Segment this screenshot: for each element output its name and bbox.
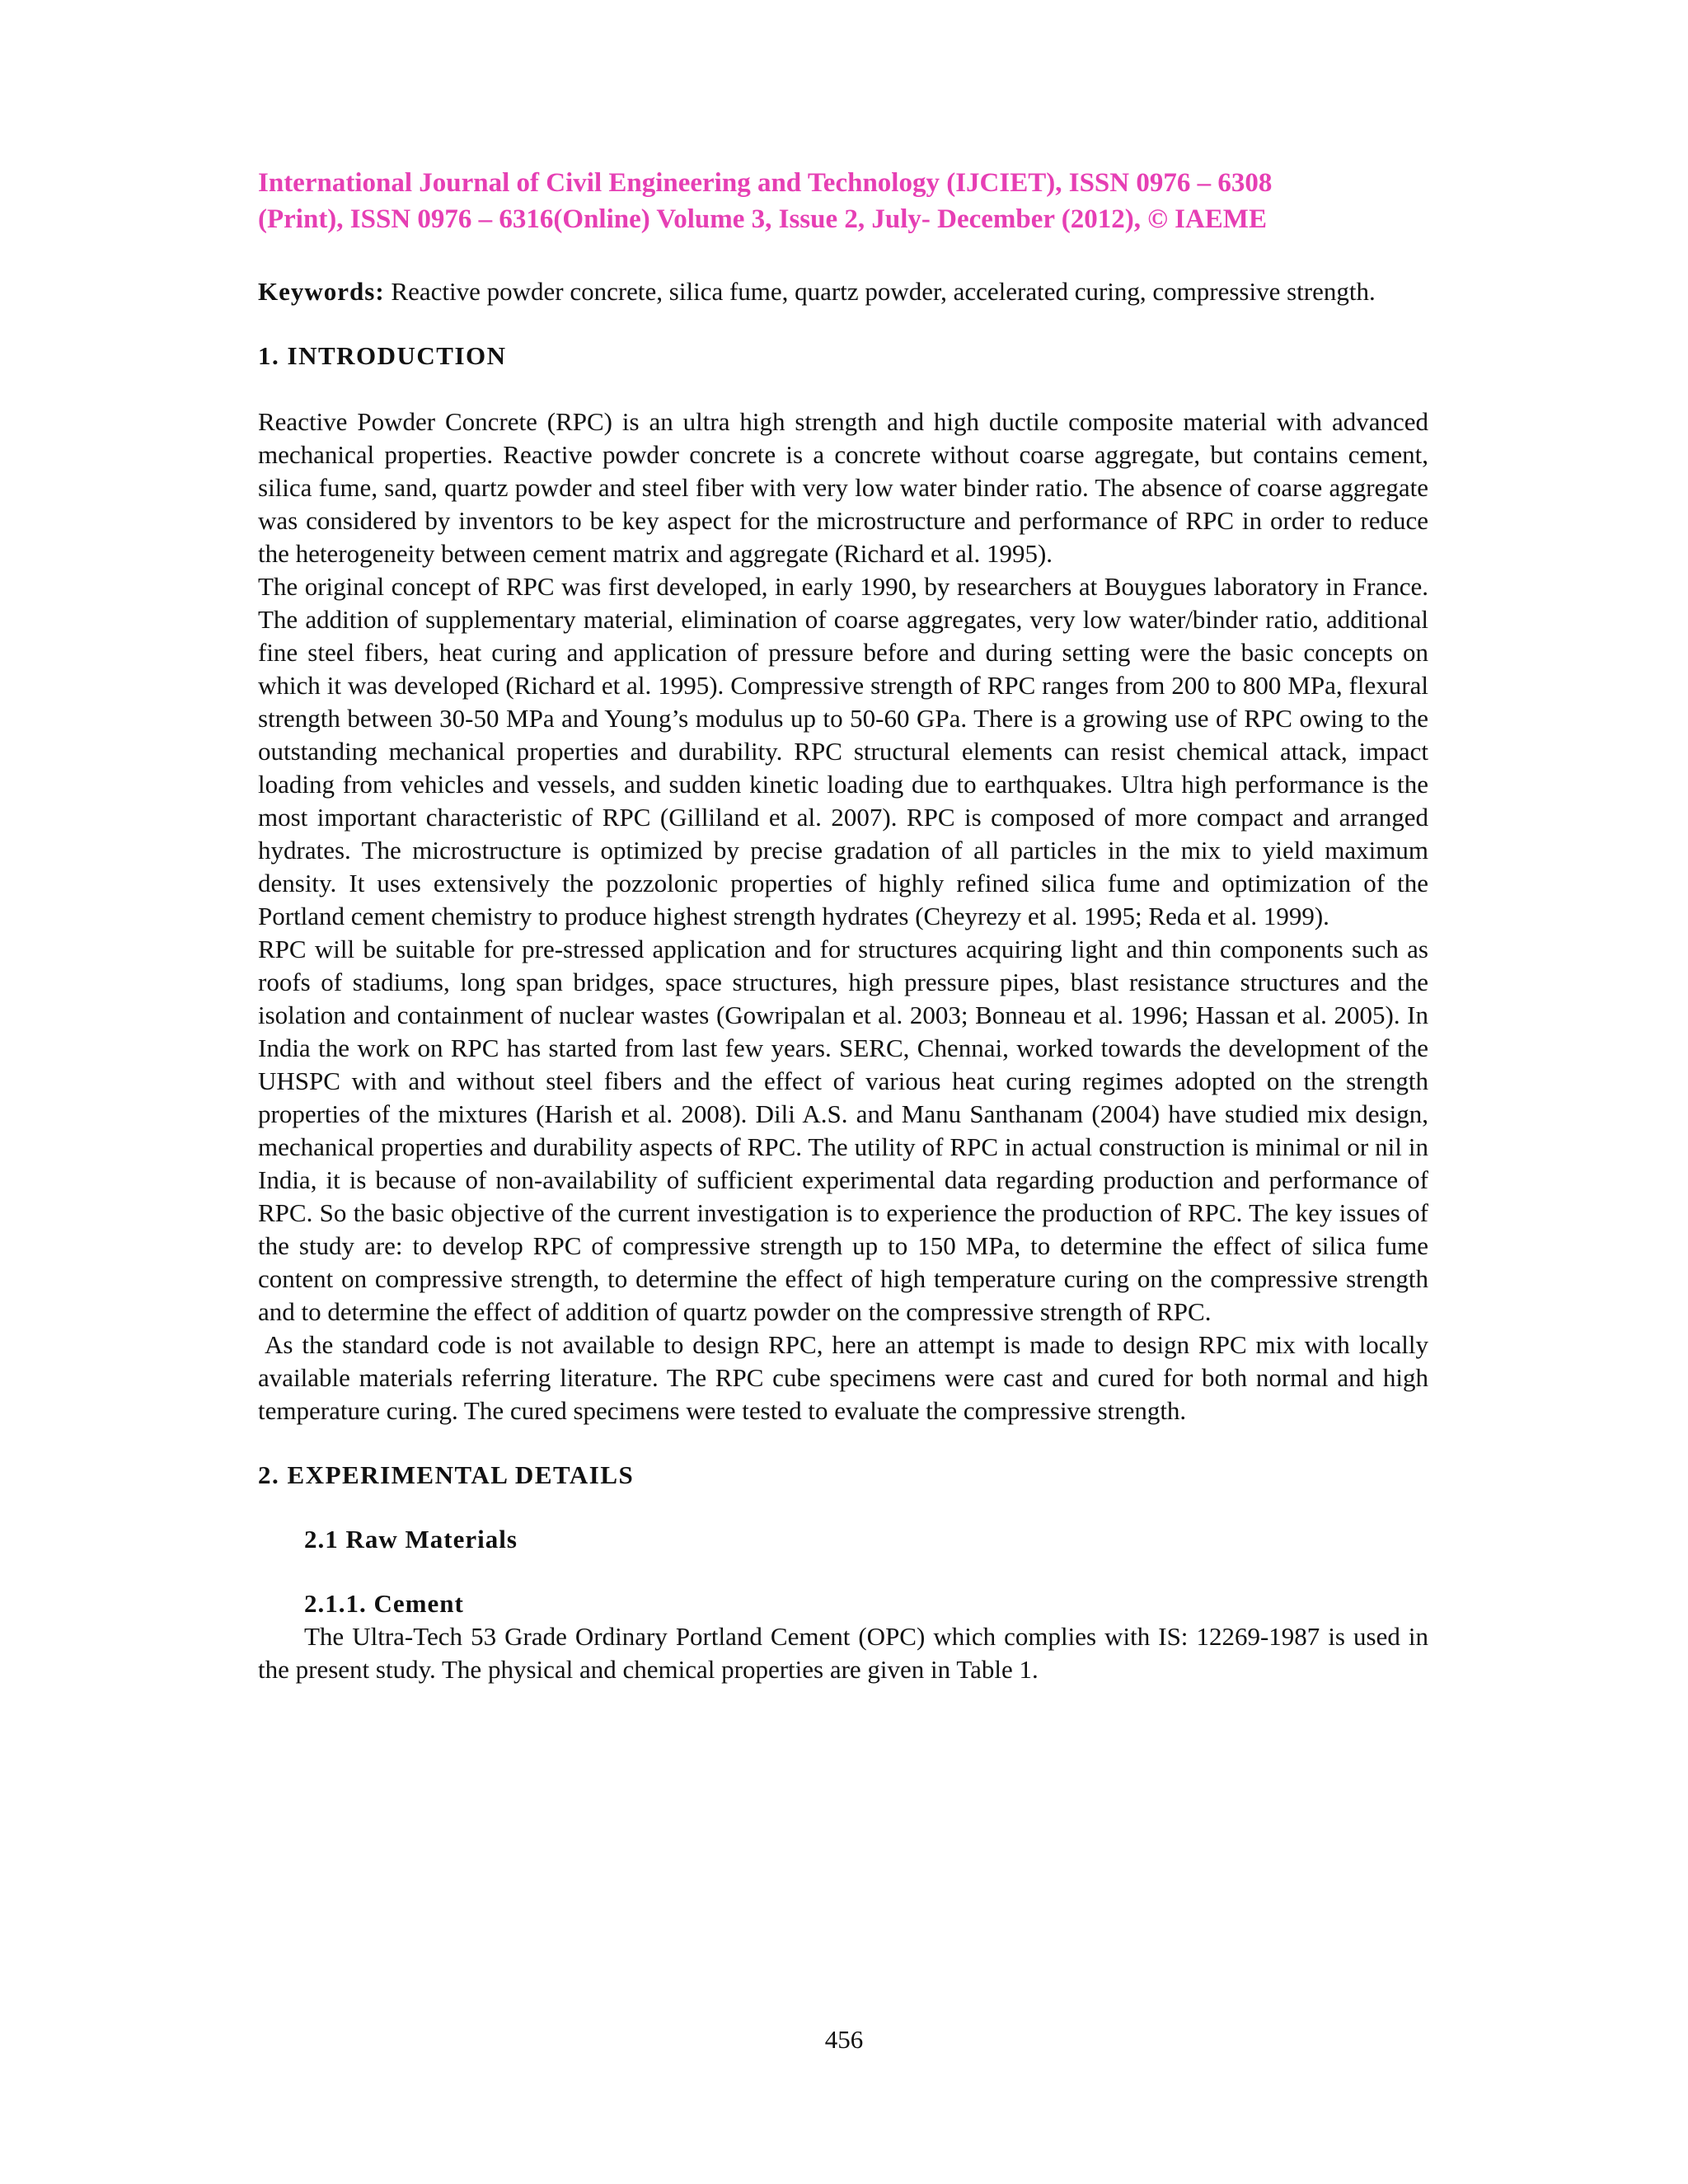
subsection-heading-raw-materials: 2.1 Raw Materials — [304, 1525, 518, 1554]
journal-header-line-2: (Print), ISSN 0976 – 6316(Online) Volume 3, Issue 2, July- December (2012), © IAEME — [258, 204, 1267, 234]
cement-paragraph: The Ultra-Tech 53 Grade Ordinary Portland Cement (OPC) which complies with IS: 12269-1987 is used in the present study. The physical and chemical properties are given in Table 1. — [258, 1622, 1428, 1684]
section-heading-experimental-details: 2. EXPERIMENTAL DETAILS — [258, 1460, 635, 1489]
intro-paragraph-2: The original concept of RPC was first developed, in early 1990, by researchers at Bouygues laboratory in France. The addition of supplementary material, elimination of coarse aggregates, very low water/binder ratio, additional fine steel fibers, heat curing and application of pressure before and during setting were the basic concepts on which it was developed (Richard et al. 1995). Compressive strength of RPC ranges from 200 to 800 MPa, flexural strength between 30-50 MPa and Young’s modulus up to 50-60 GPa. There is a growing use of RPC owing to the outstanding mechanical properties and durability. RPC structural elements can resist chemical attack, impact loading from vehicles and vessels, and sudden kinetic loading due to earthquakes. Ultra high performance is the most important characteristic of RPC (Gilliland et al. 2007). RPC is composed of more compact and arranged hydrates. The microstructure is optimized by precise gradation of all particles in the mix to yield maximum density. It uses extensively the pozzolonic properties of highly refined silica fume and optimization of the Portland cement chemistry to produce highest strength hydrates (Cheyrezy et al. 1995; Reda et al. 1999). — [258, 572, 1428, 930]
keywords-label: Keywords: — [258, 277, 385, 306]
intro-paragraph-4: As the standard code is not available to design RPC, here an attempt is made to design RPC mix with locally available materials referring literature. The RPC cube specimens were cast and cured for both normal and high temperature curing. The cured specimens were tested to evaluate the compressive strength. — [258, 1330, 1428, 1425]
section-heading-introduction: 1. INTRODUCTION — [258, 341, 507, 370]
page-content — [258, 165, 1428, 1686]
intro-paragraph-1: Reactive Powder Concrete (RPC) is an ultra high strength and high ductile composite material with advanced mechanical properties. Reactive powder concrete is a concrete without coarse aggregate, but contains cement, silica fume, sand, quartz powder and steel fiber with very low water binder ratio. The absence of coarse aggregate was considered by inventors to be key aspect for the microstructure and performance of RPC in order to reduce the heterogeneity between cement matrix and aggregate (Richard et al. 1995). — [258, 407, 1428, 568]
journal-header — [258, 165, 1428, 237]
keywords-text: Reactive powder concrete, silica fume, quartz powder, accelerated curing, compressive strength. — [391, 277, 1376, 306]
keywords-paragraph — [258, 275, 1428, 308]
page-number: 456 — [824, 2025, 864, 2054]
intro-paragraph-3: RPC will be suitable for pre-stressed application and for structures acquiring light and thin components such as roofs of stadiums, long span bridges, space structures, high pressure pipes, blast resistance structures and the isolation and containment of nuclear wastes (Gowripalan et al. 2003; Bonneau et al. 1996; Hassan et al. 2005). In India the work on RPC has started from last few years. SERC, Chennai, worked towards the development of the UHSPC with and without steel fibers and the effect of various heat curing regimes adopted on the strength properties of the mixtures (Harish et al. 2008). Dili A.S. and Manu Santhanam (2004) have studied mix design, mechanical properties and durability aspects of RPC. The utility of RPC in actual construction is minimal or nil in India, it is because of non-availability of sufficient experimental data regarding production and performance of RPC. So the basic objective of the current investigation is to experience the production of RPC. The key issues of the study are: to develop RPC of compressive strength up to 150 MPa, to determine the effect of silica fume content on compressive strength, to determine the effect of high temperature curing on the compressive strength and to determine the effect of addition of quartz powder on the compressive strength of RPC. — [258, 935, 1428, 1326]
introduction-body — [258, 405, 1428, 1427]
subsubsection-heading-cement: 2.1.1. Cement — [304, 1589, 464, 1618]
journal-header-line-1: International Journal of Civil Engineering and Technology (IJCIET), ISSN 0976 – 6308 — [258, 168, 1273, 198]
